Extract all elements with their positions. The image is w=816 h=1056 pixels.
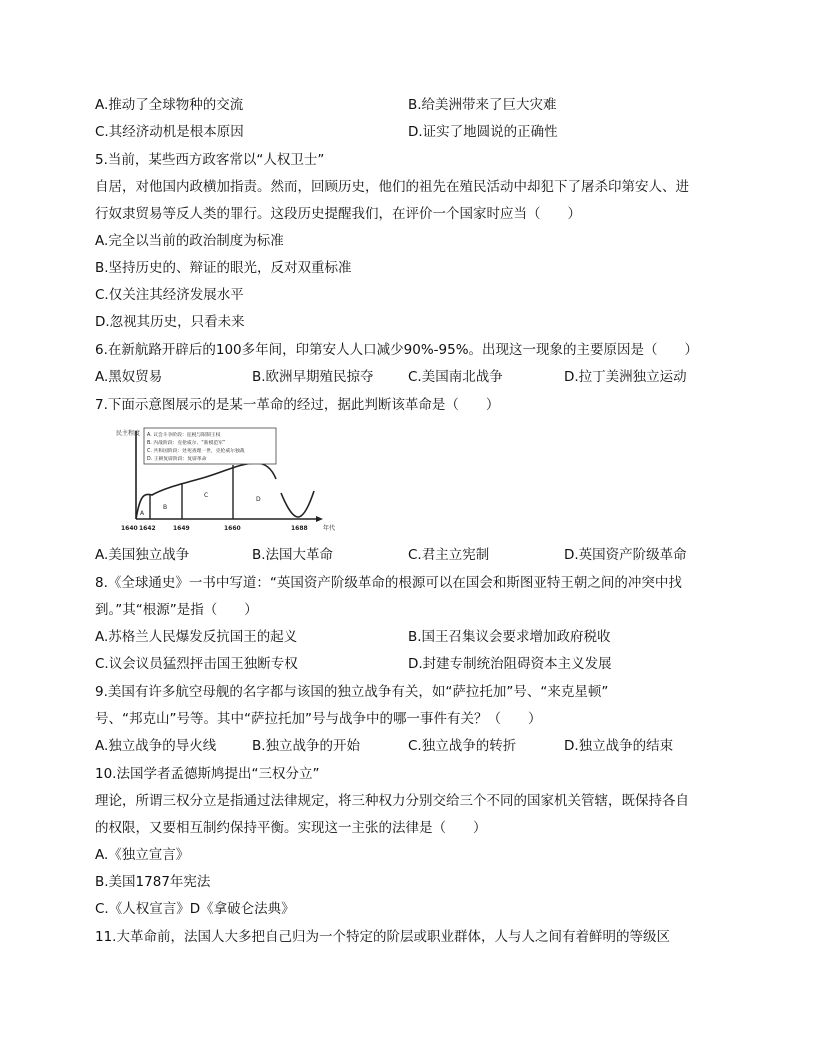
region-b-label: B: [163, 504, 168, 511]
q5-option-b: B.坚持历史的、辩证的眼光，反对双重标准: [95, 260, 352, 276]
tick-1640: 1640: [121, 525, 138, 532]
tick-1642: 1642: [139, 525, 156, 532]
q4-option-d: D.证实了地圆说的正确性: [408, 124, 558, 140]
tick-1649: 1649: [173, 525, 190, 532]
region-a-label: A: [140, 510, 145, 517]
restoration-curve: [281, 491, 314, 517]
q10-option-b: B.美国1787年宪法: [95, 874, 211, 890]
q6-stem: 6.在新航路开辟后的100多年间，印第安人人口减少90%-95%。出现这一现象的主要原因是（ ）: [95, 342, 699, 358]
q8-option-c: C.议会议员猛烈抨击国王独断专权: [95, 656, 298, 672]
q11-stem: 11.大革命前，法国人大多把自己归为一个特定的阶层或职业群体，人与人之间有着鲜明的等级区: [95, 929, 670, 945]
q5-stem-line-1: 5.当前，某些西方政客常以“人权卫士”: [95, 152, 325, 168]
q10-stem-line-1: 10.法国学者孟德斯鸠提出“三权分立”: [95, 766, 320, 782]
q7-option-a: A.美国独立战争: [95, 547, 190, 563]
q5-stem-line-2: 自居，对他国内政横加指责。然而，回顾历史，他们的祖先在殖民活动中却犯下了屠杀印第安人、进: [95, 179, 689, 195]
region-c-label: C: [204, 492, 209, 499]
q5-option-a: A.完全以当前的政治制度为标准: [95, 233, 284, 249]
democracy-curve: [136, 463, 276, 519]
q9-stem-line-1: 9.美国有许多航空母舰的名字都与该国的独立战争有关，如“萨拉托加”号、“来克星顿”: [95, 684, 609, 700]
q9-stem-line-2: 号、“邦克山”号等。其中“萨拉托加”号与战争中的哪一事件有关？（ ）: [95, 711, 542, 727]
tick-1660: 1660: [224, 525, 241, 532]
q7-option-d: D.英国资产阶级革命: [564, 547, 687, 563]
q9-option-d: D.独立战争的结束: [564, 738, 674, 754]
revolution-diagram: [116, 425, 348, 535]
q7-option-b: B.法国大革命: [252, 547, 334, 563]
legend-d: D. 王朝复辟阶段：复辟革命: [147, 457, 207, 462]
q9-option-c: C.独立战争的转折: [408, 738, 517, 754]
q7-stem: 7.下面示意图展示的是某一革命的经过，据此判断该革命是（ ）: [95, 397, 500, 413]
q6-option-c: C.美国南北战争: [408, 369, 503, 385]
q9-option-a: A.独立战争的导火线: [95, 738, 217, 754]
q10-stem-line-3: 的权限，又要相互制约保持平衡。实现这一主张的法律是（ ）: [95, 820, 487, 836]
q5-stem-line-3: 行奴隶贸易等反人类的罪行。这段历史提醒我们，在评价一个国家时应当（ ）: [95, 206, 581, 222]
x-axis-label: 年代: [323, 525, 336, 532]
tick-1688: 1688: [291, 525, 308, 532]
region-d-label: D: [256, 496, 261, 503]
legend-a: A. 议会斗争阶段：征税与限制王权: [147, 433, 221, 438]
q9-option-b: B.独立战争的开始: [252, 738, 361, 754]
q5-option-d: D.忽视其历史，只看未来: [95, 314, 245, 330]
y-axis-label: 民主程度: [116, 430, 141, 437]
q7-option-c: C.君主立宪制: [408, 547, 490, 563]
q5-option-c: C.仅关注其经济发展水平: [95, 287, 244, 303]
q4-option-a: A.推动了全球物种的交流: [95, 97, 244, 113]
q8-option-a: A.苏格兰人民爆发反抗国王的起义: [95, 629, 298, 645]
q10-stem-line-2: 理论，所谓三权分立是指通过法律规定，将三种权力分别交给三个不同的国家机关管辖，既保持各自: [95, 793, 689, 809]
q8-option-b: B.国王召集议会要求增加政府税收: [408, 629, 611, 645]
legend-c: C. 共和国阶段：处死查理一世，克伦威尔独裁: [147, 449, 245, 454]
q6-option-a: A.黑奴贸易: [95, 369, 163, 385]
q4-option-c: C.其经济动机是根本原因: [95, 124, 244, 140]
q8-stem-line-1: 8.《全球通史》一书中写道：“英国资产阶级革命的根源可以在国会和斯图亚特王朝之间的冲突中找: [95, 575, 682, 591]
q6-option-d: D.拉丁美洲独立运动: [564, 369, 687, 385]
q8-stem-line-2: 到。”其“根源”是指（ ）: [95, 602, 258, 618]
q8-option-d: D.封建专制统治阻碍资本主义发展: [408, 656, 612, 672]
q10-option-cd: C.《人权宣言》D《拿破仑法典》: [95, 901, 295, 917]
q6-option-b: B.欧洲早期殖民掠夺: [252, 369, 374, 385]
q4-option-b: B.给美洲带来了巨大灾难: [408, 97, 557, 113]
q10-option-a: A.《独立宣言》: [95, 847, 190, 863]
legend-b: B. 内战阶段：克伦威尔、“新模范军”: [147, 441, 226, 446]
